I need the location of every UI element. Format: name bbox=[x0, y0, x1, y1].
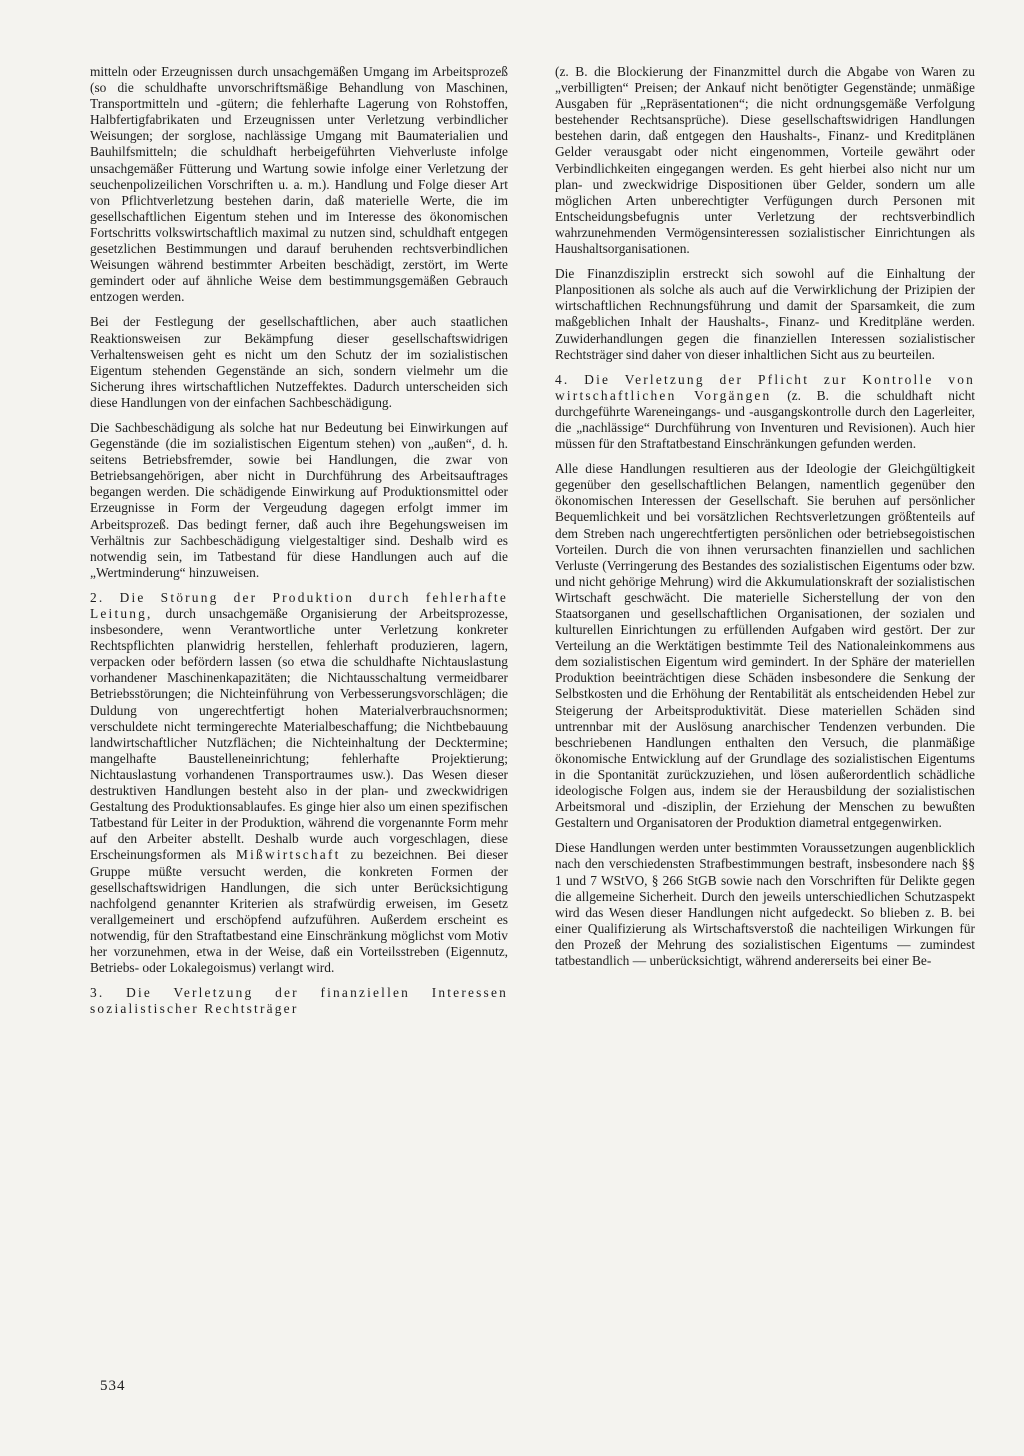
section-heading: 2. Die Störung der Produktion durch fehlerhafte Leitung, bbox=[90, 589, 508, 621]
paragraph: Alle diese Handlungen resultieren aus der Ideologie der Gleichgültigkeit gegenüber den gesellschaftlichen Belangen, namentlich gegenüber den ökonomischen Interessen der Gesellschaft. Sie beruhen auf persönlicher Bequemlichkeit und bei vorsätzlichen Rechtsverletzungen größtenteils auf dem Streben nach ungerechtfertigten persönlichen oder betriebsegoistischen Vorteilen. Durch die von ihnen verursachten finanziellen und sachlichen Verluste (Verringerung des Bestandes des sozialistischen Eigentums oder bzw. und nicht gehörige Mehrung) wird die Akkumulationskraft der sozialistischen Wirtschaft geschwächt. Die materielle Sicherstellung der von den Staatsorganen und gesellschaftlichen Organisationen, der sozialen und kulturellen Einrichtungen zu erfüllenden Aufgaben wird gestört. Der zur Verteilung an die Werktätigen bestimmte Teil des Nationaleinkommens aus dem sozialistischen Eigentum wird gemindert. In der Sphäre der materiellen Produktion beeinträchtigen diese Schäden insbesondere die Senkung der Selbstkosten und die Erhöhung der Rentabilität als entscheidenden Hebel zur Steigerung der Arbeitsproduktivität. Diese materiellen Schäden sind untrennbar mit der Auslösung anarchischer Tendenzen verbunden. Die beschriebenen Handlungen enthalten den Versuch, die planmäßige ökonomische Entwicklung auf der Grundlage des sozialistischen Eigentums in die Spontanität zurückzuziehen, und lösen außerordentlich schädliche ideologische Folgen aus, indem sie der Herausbildung der sozialistischen Arbeitsmoral und -disziplin, der Erziehung der Menschen zu bewußten Gestaltern und Organisatoren der Produktion diametral entgegenwirken. bbox=[555, 461, 975, 831]
paragraph bbox=[90, 590, 508, 976]
paragraph bbox=[555, 372, 975, 452]
paragraph: Bei der Festlegung der gesellschaftlichen, aber auch staatlichen Reaktionsweisen zur Bekämpfung dieser gesellschaftswidrigen Verhaltensweisen geht es nicht um den Schutz der im sozialistischen Eigentum stehenden Gegenstände an sich, sondern vielmehr um die Sicherung ihres wirtschaftlichen Nutzeffektes. Dadurch unterscheiden sich diese Handlungen von der einfachen Sachbeschädigung. bbox=[90, 314, 508, 410]
paragraph-text: (z. B. die schuldhaft nicht durchgeführte Wareneingangs- und -ausgangskontrolle durch den Lagerleiter, die „nachlässige“ Durchführung von Inventuren und Revisionen). Auch hier müssen für den Straftatbestand Einschränkungen gefunden werden. bbox=[555, 387, 975, 452]
section-heading: 3. Die Verletzung der finanziellen Interessen sozialistischer Rechtsträger bbox=[90, 985, 508, 1017]
section-heading: 4. Die Verletzung der Pflicht zur Kontrolle von wirtschaftlichen Vorgängen bbox=[555, 371, 975, 403]
paragraph-text: zu bezeichnen. Bei dieser Gruppe müßte versucht werden, die konkreten Formen der gesellschaftswidrigen Handlungen, die sich unter Berücksichtigung nachfolgend genannter Kriterien als strafwürdig erweisen, im Gesetz verallgemeinert und erschöpfend aufzuführen. Außerdem erscheint es notwendig, für den Straftatbestand eine Einschränkung möglichst vom Motiv her vorzunehmen, etwa in der Weise, daß ein Vorteilsstreben (Eigennutz, Betriebs- oder Lokalegoismus) verlangt wird. bbox=[90, 847, 508, 976]
left-column bbox=[90, 64, 508, 1026]
emphasized-term: Mißwirtschaft bbox=[236, 847, 341, 863]
right-column bbox=[555, 64, 975, 978]
paragraph-text: durch unsachgemäße Organisierung der Arbeitsprozesse, insbesondere, wenn Verantwortliche unter Verletzung konkreter Rechtspflichten planwidrig herstellen, fehlerhaft produzieren, lagern, verpacken oder befördern lassen (so etwa die schuldhafte Nichtauslastung vorhandener Maschinenkapazitäten; die Nichtausschaltung vermeidbarer Betriebsstörungen; die Nichteinführung von Verbesserungsvorschlägen; die Duldung von ungerechtfertigt hohen Materialverbrauchsnormen; verschuldete nicht termingerechte Materialbeschaffung; die Nichtbebauung landwirtschaftlicher Nutzflächen; die Nichteinhaltung der Decktermine; mangelhafte Baustelleneinrichtung; fehlerhafte Projektierung; Nichtauslastung vorhandenen Transportraumes usw.). Das Wesen dieser destruktiven Handlungen besteht also in der plan- und zweckwidrigen Gestaltung des Produktionsablaufes. Es ginge hier also um einen spezifischen Tatbestand für Leiter in der Produktion, während die vorgenannte Form mehr auf den Arbeiter abstellt. Deshalb wurde auch vorgeschlagen, diese Erscheinungsformen als bbox=[90, 606, 508, 863]
page-number: 534 bbox=[100, 1378, 126, 1394]
paragraph: mitteln oder Erzeugnissen durch unsachgemäßen Umgang im Arbeitsprozeß (so die schuldhafte unvorschriftsmäßige Behandlung von Maschinen, Transportmitteln und -gütern; die fehlerhafte Lagerung von Rohstoffen, Halbfertigfabrikaten und Erzeugnissen unter Verletzung verbindlicher Weisungen; der sorglose, nachlässige Umgang mit Baumaterialien und Bauhilfsmitteln; die schuldhaft herbeigeführten Viehverluste infolge unsachgemäßer Fütterung und Wartung sowie infolge einer Verletzung der seuchenpolizeilichen Vorschriften u. a. m.). Handlung und Folge dieser Art von Pflichtverletzung bestehen darin, daß materielle Werte, die im gesellschaftlichen Eigentum stehen und im Interesse des ökonomischen Fortschritts volkswirtschaftlich maximal zu nutzen sind, schuldhaft entgegen gesetzlichen Bestimmungen und darauf beruhenden rechtsverbindlichen Weisungen während bestimmter Arbeiten beschädigt, zerstört, im Werte gemindert oder auf ähnliche Weise dem bestimmungsgemäßen Gebrauch entzogen werden. bbox=[90, 64, 508, 305]
paragraph: Die Finanzdisziplin erstreckt sich sowohl auf die Einhaltung der Planpositionen als solche als auch auf die Verwirklichung der Prizipien der wirtschaftlichen Rechnungsführung und damit der Sparsamkeit, die zum maßgeblichen Inhalt der Haushalts-, Finanz- und Kreditpläne werden. Zuwiderhandlungen gegen die finanziellen Interessen sozialistischer Rechtsträger sind daher von dieser inhaltlichen Sicht aus zu beurteilen. bbox=[555, 266, 975, 362]
paragraph: (z. B. die Blockierung der Finanzmittel durch die Abgabe von Waren zu „verbilligten“ Preisen; der Ankauf nicht benötigter Gegenstände; unmäßige Ausgaben für „Repräsentationen“; die nicht ordnungsgemäße Verfolgung bestehender Rechtsansprüche). Diese gesellschaftswidrigen Handlungen bestehen darin, daß entgegen den Haushalts-, Finanz- und Kreditplänen Gelder verausgabt oder nicht eingenommen, Vorteile gewährt oder Verbindlichkeiten eingegangen werden. Es geht hierbei also nicht nur um plan- und zweckwidrige Dispositionen über Gelder, sondern um alle möglichen Arten unberechtigter Verfügungen durch Personen mit Entscheidungsbefugnis unter Verletzung der rechtsverbindlich wahrzunehmenden Vermögensinteressen sozialistischer Einrichtungen als Haushaltsorganisationen. bbox=[555, 64, 975, 257]
paragraph bbox=[90, 985, 508, 1017]
paragraph: Die Sachbeschädigung als solche hat nur Bedeutung bei Einwirkungen auf Gegenstände (die im sozialistischen Eigentum stehen) von „außen“, d. h. seitens Betriebsfremder, sowie bei Handlungen, die zwar von Betriebsangehörigen, aber nicht in Durchführung des Arbeitsauftrages begangen werden. Die schädigende Einwirkung auf Produktionsmittel oder Erzeugnisse in Form der Vergeudung dagegen erfolgt immer im Arbeitsprozeß. Das bedingt ferner, daß auch ihre Begehungsweisen im Verhältnis zur Sachbeschädigung vielgestaltiger sind. Deshalb wird es notwendig sein, im Tatbestand für diese Handlungen auch auf die „Wertminderung“ hinzuweisen. bbox=[90, 419, 508, 580]
paragraph: Diese Handlungen werden unter bestimmten Voraussetzungen augenblicklich nach den verschiedensten Strafbestimmungen bestraft, insbesondere nach §§ 1 und 7 WStVO, § 266 StGB sowie nach den Vorschriften für Delikte gegen die allgemeine Sicherheit. Durch den jeweils unterschiedlichen Schutzaspekt wird das Wesen dieser Handlungen nicht aufgedeckt. So blieben z. B. bei einer Qualifizierung als Wirtschaftsverstoß die nachteiligen Wirkungen für den Prozeß der Mehrung des sozialistischen Eigentums — zumindest tatbestandlich — unberücksichtigt, während andererseits bei einer Be- bbox=[555, 840, 975, 968]
